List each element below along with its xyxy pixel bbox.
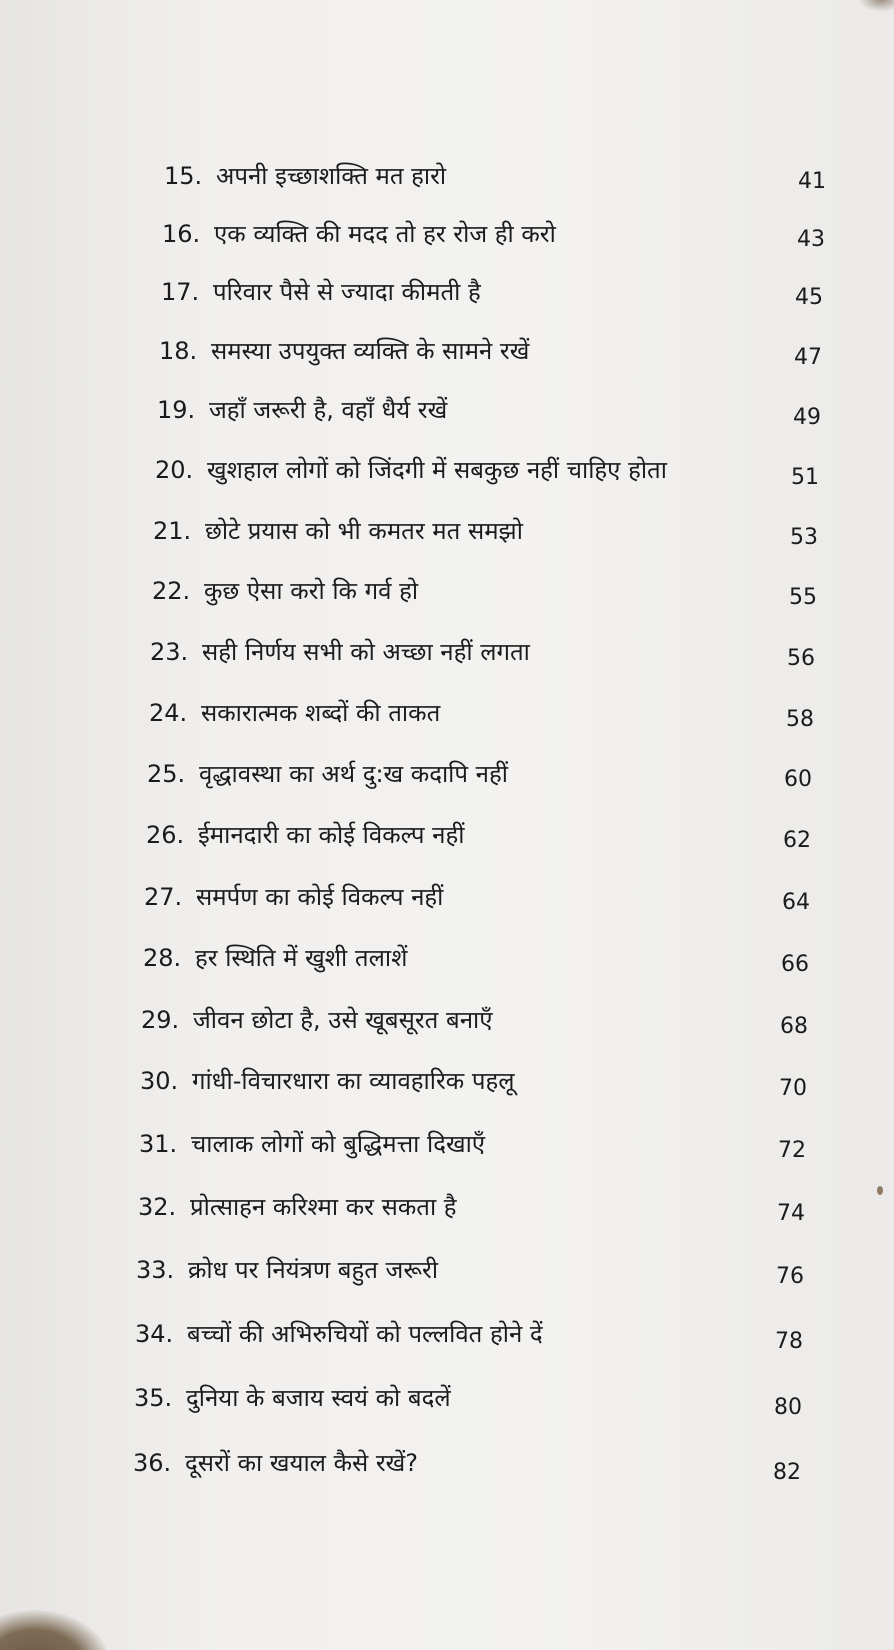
entry-number: 27. [144, 883, 183, 911]
entry-number: 17. [161, 278, 200, 306]
entry-number: 32. [138, 1193, 177, 1221]
entry-title: बच्चों की अभिरुचियों को पल्लवित होने दें [187, 1320, 543, 1348]
entry-page-number: 41 [798, 169, 826, 194]
entry-title: कुछ ऐसा करो कि गर्व हो [204, 577, 419, 605]
entry-title: चालाक लोगों को बुद्धिमत्ता दिखाएँ [191, 1130, 486, 1158]
entry-page-number: 53 [790, 525, 818, 550]
entry-page-number: 70 [779, 1076, 807, 1101]
entry-number: 19. [157, 396, 196, 424]
entry-page-number: 56 [787, 646, 815, 671]
entry-page-number: 82 [773, 1460, 801, 1485]
entry-page-number: 49 [793, 405, 821, 430]
entry-title: छोटे प्रयास को भी कमतर मत समझो [205, 517, 523, 545]
entry-number: 22. [152, 577, 191, 605]
entry-title: जहाँ जरूरी है, वहाँ धैर्य रखें [209, 396, 448, 424]
entry-number: 28. [143, 944, 182, 972]
entry-page-number: 47 [794, 345, 822, 370]
entry-page-number: 72 [778, 1138, 806, 1163]
entry-page-number: 74 [777, 1201, 805, 1226]
paper-speck [877, 1186, 883, 1195]
entry-page-number: 80 [774, 1395, 802, 1420]
entry-number: 34. [135, 1320, 174, 1348]
entry-title: एक व्यक्ति की मदद तो हर रोज ही करो [214, 220, 556, 248]
entry-page-number: 51 [791, 465, 819, 490]
entry-title: प्रोत्साहन करिश्मा कर सकता है [190, 1193, 457, 1221]
entry-title: सकारात्मक शब्दों की ताकत [201, 699, 441, 727]
entry-number: 18. [159, 337, 198, 365]
entry-number: 24. [149, 699, 188, 727]
entry-title: दूसरों का खयाल कैसे रखें? [185, 1449, 419, 1477]
entry-title: जीवन छोटा है, उसे खूबसूरत बनाएँ [193, 1006, 493, 1034]
entry-number: 23. [150, 638, 189, 666]
entry-title: अपनी इच्छाशक्ति मत हारो [216, 162, 447, 190]
entry-title: सही निर्णय सभी को अच्छा नहीं लगता [202, 638, 530, 666]
entry-number: 25. [147, 760, 186, 788]
entry-page-number: 64 [782, 890, 810, 915]
entry-title: खुशहाल लोगों को जिंदगी में सबकुछ नहीं चाहिए होता [207, 456, 667, 484]
entry-page-number: 68 [780, 1014, 808, 1039]
entry-number: 33. [136, 1256, 175, 1284]
entry-page-number: 78 [775, 1329, 803, 1354]
entry-number: 21. [153, 517, 192, 545]
entry-number: 15. [164, 162, 203, 190]
entry-page-number: 55 [789, 585, 817, 610]
entry-title: ईमानदारी का कोई विकल्प नहीं [198, 821, 465, 849]
entry-number: 36. [133, 1449, 172, 1477]
entry-title: परिवार पैसे से ज्यादा कीमती है [213, 278, 481, 306]
entry-title: गांधी-विचारधारा का व्यावहारिक पहलू [192, 1067, 515, 1095]
entry-number: 20. [155, 456, 194, 484]
entry-page-number: 62 [783, 828, 811, 853]
entry-number: 16. [162, 220, 201, 248]
entry-title: दुनिया के बजाय स्वयं को बदलें [186, 1384, 451, 1412]
entry-page-number: 58 [786, 707, 814, 732]
entry-page-number: 66 [781, 952, 809, 977]
entry-title: क्रोध पर नियंत्रण बहुत जरूरी [188, 1256, 439, 1284]
entry-title: समर्पण का कोई विकल्प नहीं [196, 883, 444, 911]
entry-page-number: 76 [776, 1264, 804, 1289]
entry-title: हर स्थिति में खुशी तलाशें [195, 944, 408, 972]
entry-number: 30. [140, 1067, 179, 1095]
entry-number: 31. [139, 1130, 178, 1158]
entry-number: 26. [146, 821, 185, 849]
page-corner-shadow [0, 1610, 110, 1650]
entry-title: समस्या उपयुक्त व्यक्ति के सामने रखें [211, 337, 530, 365]
page-edge-shadow [858, 0, 894, 12]
entry-page-number: 45 [795, 285, 823, 310]
entry-number: 35. [134, 1384, 173, 1412]
entry-page-number: 43 [797, 227, 825, 252]
entry-number: 29. [141, 1006, 180, 1034]
entry-page-number: 60 [784, 767, 812, 792]
entry-title: वृद्धावस्था का अर्थ दु:ख कदापि नहीं [199, 760, 508, 788]
